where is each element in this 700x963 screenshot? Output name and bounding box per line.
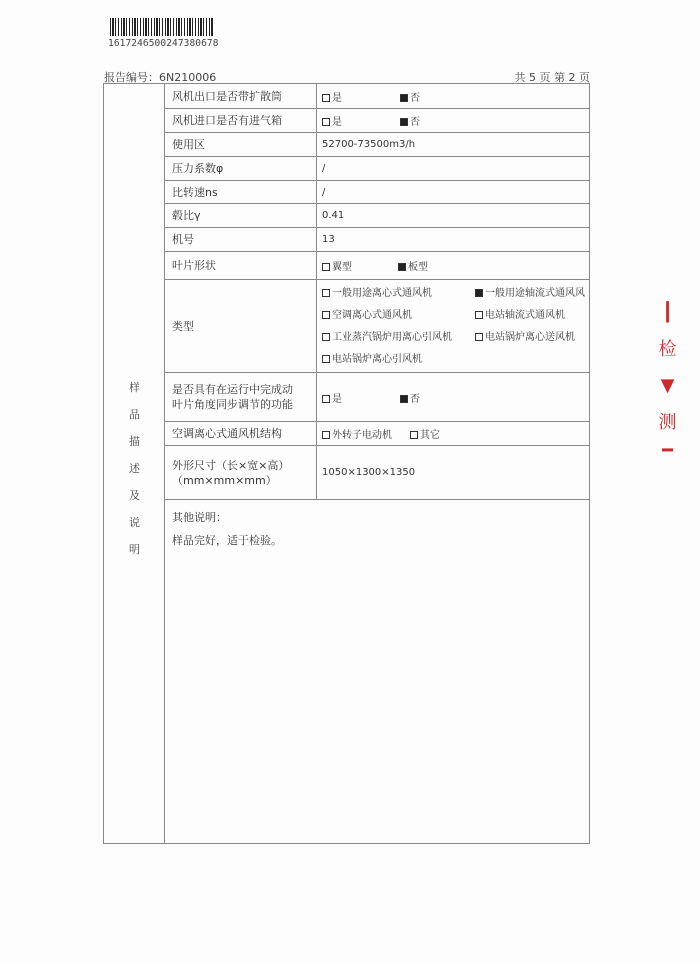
report-number: 报告编号：6N210006 [104, 71, 217, 84]
type-option[interactable]: 电站锅炉离心送风机 [475, 330, 595, 346]
checkbox-icon [322, 355, 330, 363]
side-column [104, 84, 165, 843]
row-value: 52700-73500m3/h [322, 139, 416, 150]
row-fan-type [165, 280, 589, 373]
row-label: 空调离心式通风机结构 [165, 422, 317, 445]
page-info: 共 5 页 第 2 页 [514, 71, 590, 84]
option-yes[interactable]: 是 [322, 89, 342, 104]
checkbox-checked-icon [400, 94, 408, 102]
row-label [165, 446, 317, 499]
other-notes [165, 500, 589, 843]
checkbox-checked-icon [475, 289, 483, 297]
row-label: 风机进口是否有进气箱 [165, 109, 317, 132]
row-label: 叶片形状 [165, 252, 317, 279]
checkbox-icon [322, 263, 330, 271]
checkbox-icon [322, 431, 330, 439]
row-label: 机号 [165, 228, 317, 251]
row-value: 1050×1300×1350 [322, 467, 416, 478]
checkbox-checked-icon [398, 263, 406, 271]
row-value [317, 422, 589, 445]
option-no[interactable]: 否 [400, 89, 420, 104]
row-blade-shape [165, 252, 589, 280]
row-value [317, 109, 589, 132]
option-no[interactable]: 否 [400, 390, 420, 405]
checkbox-icon [322, 395, 330, 403]
red-seal-stamp: ┃ 检 ▼ 测 ━ [658, 302, 677, 461]
row-label: 比转速ns [165, 181, 317, 203]
checkbox-icon [322, 118, 330, 126]
type-option[interactable]: 工业蒸汽锅炉用离心引风机 [322, 330, 475, 346]
sample-description-table [103, 83, 590, 844]
type-options [322, 286, 595, 368]
row-operating-range [165, 133, 589, 157]
barcode-number: 1617246500247380678 [108, 38, 219, 49]
checkbox-icon [322, 289, 330, 297]
side-char: 品 [129, 408, 140, 421]
row-label: 风机出口是否带扩散筒 [165, 84, 317, 108]
checkbox-icon [322, 333, 330, 341]
type-option[interactable]: 电站锅炉离心引风机 [322, 352, 475, 368]
row-model-no [165, 228, 589, 252]
row-label: 使用区 [165, 133, 317, 156]
row-hub-ratio [165, 204, 589, 228]
type-option[interactable]: 一般用途离心式通风机 [322, 286, 475, 302]
side-char: 明 [129, 543, 140, 556]
checkbox-icon [475, 311, 483, 319]
checkbox-icon [475, 333, 483, 341]
row-value [317, 84, 589, 108]
side-char: 说 [129, 516, 140, 529]
side-char: 描 [129, 435, 140, 448]
row-label [165, 373, 317, 421]
option-airfoil[interactable]: 翼型 [322, 258, 352, 273]
row-label-line: 是否具有在运行中完成动 [172, 383, 293, 396]
option-outer-rotor[interactable]: 外转子电动机 [322, 426, 392, 441]
type-option[interactable]: 一般用途轴流式通风风 [475, 286, 595, 302]
side-char: 述 [129, 462, 140, 475]
row-blade-adjust [165, 373, 589, 422]
option-plate[interactable]: 板型 [398, 258, 428, 273]
row-pressure-coef [165, 157, 589, 181]
checkbox-icon [322, 94, 330, 102]
row-value [317, 280, 589, 372]
row-label-line: （mm×mm×mm） [172, 473, 277, 487]
checkbox-checked-icon [400, 118, 408, 126]
type-option[interactable]: 电站轴流式通风机 [475, 308, 595, 324]
row-dimensions [165, 446, 589, 500]
row-value [317, 252, 589, 279]
row-label-line: 叶片角度同步调节的功能 [172, 398, 293, 411]
row-outlet-diffuser [165, 84, 589, 109]
side-char: 样 [129, 381, 140, 394]
row-inlet-box [165, 109, 589, 133]
side-char: 及 [129, 489, 140, 502]
side-label [104, 374, 165, 563]
row-value: 13 [322, 234, 335, 245]
other-notes-text: 样品完好，适于检验。 [172, 534, 282, 547]
checkbox-icon [322, 311, 330, 319]
row-value: / [322, 163, 326, 174]
row-label: 毂比γ [165, 204, 317, 227]
row-value: / [322, 186, 326, 198]
row-label: 压力系数φ [165, 157, 317, 180]
checkbox-icon [410, 431, 418, 439]
barcode [110, 18, 214, 36]
row-ac-structure [165, 422, 589, 446]
option-yes[interactable]: 是 [322, 390, 342, 405]
checkbox-checked-icon [400, 395, 408, 403]
row-specific-speed [165, 181, 589, 204]
option-no[interactable]: 否 [400, 113, 420, 128]
other-notes-title: 其他说明： [172, 511, 227, 524]
option-other[interactable]: 其它 [410, 426, 440, 441]
row-value [317, 373, 589, 421]
row-value: 0.41 [322, 210, 345, 221]
row-label: 类型 [165, 280, 317, 372]
row-label-line: 外形尺寸（长×宽×高） [172, 458, 290, 472]
type-option[interactable]: 空调离心式通风机 [322, 308, 475, 324]
option-yes[interactable]: 是 [322, 113, 342, 128]
